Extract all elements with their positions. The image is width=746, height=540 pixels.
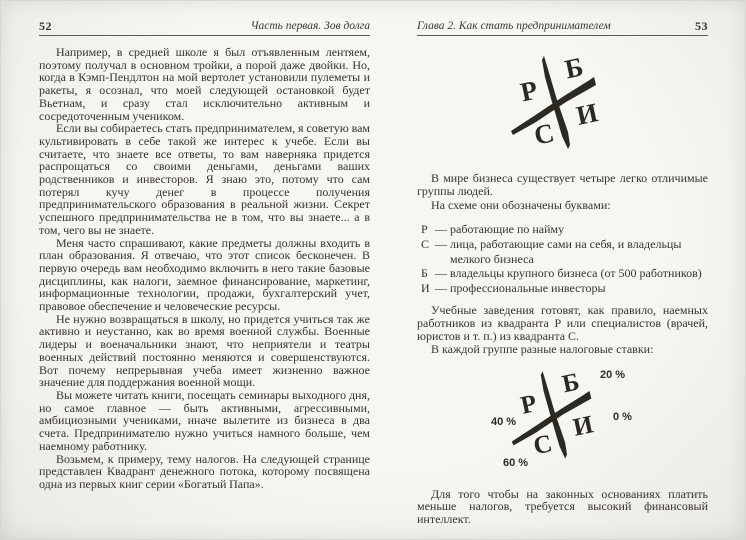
tax-rates-quadrant-diagram [417,360,708,482]
quadrant-legend [421,222,708,295]
paragraph: Возьмем, к примеру, тему налогов. На следующей странице представлен Квадрант денежного потока, которому посвящена одна из первых книг серии «Богатый Папа». [39,451,370,491]
quadrant-cross-image [504,44,604,156]
legend-dash: — [435,280,447,295]
legend-item [421,222,708,237]
paragraph: Например, в средней школе я был отъявленным лентяем, поэтому получал в основном тройки, а порой даже двойки. Но, когда в Кэмп-Пендлтон на мой вертолет установили пулеметы и ракеты, я осознал, что моей следующей остановкой будет Вьетнам, и сразу стал исключительно активным и сосредоточенным учеником. [39,45,370,123]
quadrant-cross-image [505,360,599,465]
legend-item [421,266,708,281]
paragraph: В каждой группе разные налоговые ставки: [431,341,654,356]
quadrant-letter-self-employed: С [530,428,555,460]
page-number-left: 52 [39,19,52,33]
paragraph: Не нужно возвращаться в школу, но придется учиться так же активно и неустанно, как во время военной службы. Военные лидеры и военачальники знают, что неприятели и театры военных действий постоянно меняются и совершенствуются. Вот почему непрерывная учеба имеет жизненно важное значение для поддержания военной мощи. [39,311,370,390]
tax-rate-self-employed: 60 % [503,456,529,469]
legend-dash: — [435,266,447,281]
paragraph: Если вы собираетесь стать предпринимателем, я советую вам культивировать в себе такой же интерес к учебе. Если вы считаете, что знаете все ответы, то вам наверняка придется распрощаться со своими деньгами, деньгами ваших родственников и инвесторов. Я знаю это, потому что сам потерял кучу денег в процессе получения предпринимательского образования в реальной жизни. Секрет успешного предпринимательства не в том, что вы знаете... а в том, чего вы не знаете. [39,121,370,237]
page-right [417,1,708,526]
left-page-body [39,46,370,491]
tax-rate-business: 20 % [600,368,626,381]
quadrant-letter-business: Б [559,367,582,398]
page-left [39,1,370,491]
legend-item [421,237,708,266]
legend-key: С [421,236,430,251]
quadrant-letter-employee: Р [517,74,541,108]
paragraph: Меня часто спрашивают, какие предметы должны входить в план образования. Я отвечаю, что этот список бесконечен. В первую очередь вам необходимо включить в него такие базовые дисциплины, как налоги, заемное финансирование, маркетинг, информационные технологии, продажи, бухгалтерский учет, правовое обеспечение и человеческие ресурсы. [39,235,370,314]
legend-key: Р [421,222,428,237]
legend-text: владельцы крупного бизнеса (от 500 работников) [450,266,702,281]
legend-text: работающие по найму [450,222,565,237]
paragraph: Вы можете читать книги, посещать семинары выходного дня, но самое главное — быть активными, агрессивными, амбициозными учениками, иначе вылетите из бизнеса в два счета. Предпринимателю нужно учиться намного больше, чем наемному работнику. [39,387,370,453]
running-head-right-title: Глава 2. Как стать предпринимателем [417,20,611,32]
tax-rate-investor: 0 % [613,410,632,423]
quadrant-letter-investor: И [570,409,596,442]
legend-item [421,281,708,296]
paragraph: На схеме они обозначены буквами: [431,197,611,212]
running-head-left [39,20,370,36]
paragraph: Для того чтобы на законных основаниях платить меньше налогов, требуется высокий финансовый интеллект. [417,486,708,527]
cashflow-quadrant-diagram [417,36,708,172]
legend-text: профессиональные инвесторы [450,280,606,295]
quadrant-letter-employee: Р [518,388,540,420]
quadrant-letter-self-employed: С [531,117,557,151]
legend-key: И [421,280,430,295]
paragraph: В мире бизнеса существует четыре легко отличимые группы людей. [417,171,708,198]
legend-text: лица, работающие сами на себя, и владельцы мелкого бизнеса [450,236,682,266]
running-head-right [417,20,708,36]
quadrant-letter-business: Б [562,51,586,85]
tax-rate-employee: 40 % [491,415,517,428]
quadrant-letter-investor: И [573,97,601,131]
legend-dash: — [435,222,447,237]
running-head-left-title: Часть первая. Зов долга [250,20,370,32]
paragraph: Учебные заведения готовят, как правило, наемных работников из квадранта Р или специалистов (врачей, юристов и т. п.) из квадранта С. [417,303,708,343]
legend-dash: — [435,236,447,251]
legend-key: Б [421,266,428,281]
page-number-right: 53 [695,19,708,33]
